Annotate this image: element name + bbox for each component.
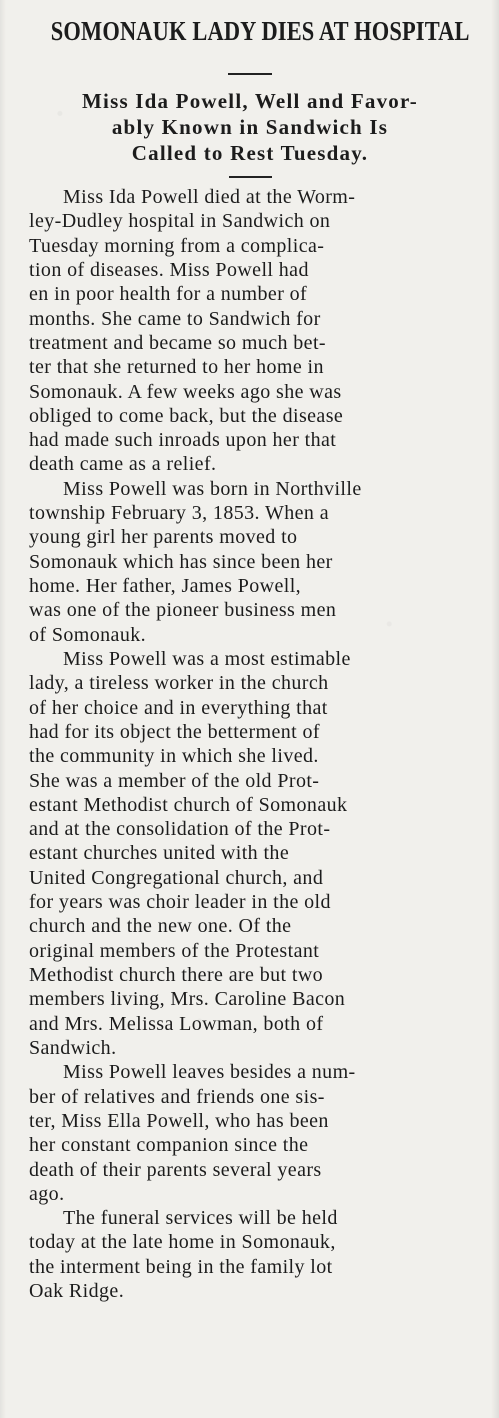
text-line: Miss Powell was a most estimable: [63, 647, 351, 670]
text-line: township February 3, 1853. When a: [29, 502, 330, 525]
text-line: had made such inroads upon her that: [29, 429, 337, 452]
paragraph-biography: [29, 477, 469, 647]
text-line: was one of the pioneer business men: [29, 599, 337, 622]
text-line: United Congregational church, and: [29, 866, 324, 889]
subheadline: [20, 88, 480, 166]
text-line: months. She came to Sandwich for: [29, 307, 321, 330]
headline-rule: [228, 73, 272, 75]
text-line: Miss Powell was born in Northville: [63, 477, 362, 500]
text-line: Somonauk. A few weeks ago she was: [29, 380, 342, 403]
text-line: home. Her father, James Powell,: [29, 575, 302, 597]
text-line: of Somonauk.: [29, 623, 147, 646]
text-line: estant Methodist church of Somonauk: [29, 793, 348, 816]
text-line: Methodist church there are but two: [29, 964, 324, 986]
text-line: en in poor health for a number of: [29, 283, 308, 306]
text-line: Tuesday morning from a complica-: [29, 234, 325, 257]
text-line: Miss Ida Powell died at the Worm-: [63, 186, 356, 208]
right-edge-shadow: [491, 0, 499, 1418]
text-line: The funeral services will be held: [63, 1207, 338, 1230]
text-line: of her choice and in everything that: [29, 696, 328, 719]
text-line: young girl her parents moved to: [29, 526, 298, 549]
subheadline-rule: [229, 176, 272, 178]
article-body: [29, 185, 469, 1303]
text-line: the interment being in the family lot: [29, 1255, 333, 1278]
subheadline-line: Miss Ida Powell, Well and Favor-: [82, 89, 418, 113]
text-line: Sandwich.: [29, 1036, 117, 1059]
text-line: had for its object the betterment of: [29, 720, 320, 743]
text-line: church and the new one. Of the: [29, 915, 292, 938]
text-line: for years was choir leader in the old: [29, 891, 331, 914]
text-line: ley-Dudley hospital in Sandwich on: [29, 210, 331, 233]
text-line: lady, a tireless worker in the church: [29, 672, 329, 695]
text-line: death of their parents several years: [29, 1158, 322, 1181]
text-line: She was a member of the old Prot-: [29, 769, 320, 792]
text-line: members living, Mrs. Caroline Bacon: [29, 988, 346, 1011]
text-line: today at the late home in Somonauk,: [29, 1231, 336, 1254]
text-line: obliged to come back, but the disease: [29, 404, 344, 427]
subheadline-line: Called to Rest Tuesday.: [131, 141, 369, 165]
text-line: death came as a relief.: [29, 453, 217, 476]
text-line: ter, Miss Ella Powell, who has been: [29, 1109, 329, 1132]
paragraph-church-work: [29, 647, 469, 1060]
paragraph-survivors: [29, 1060, 469, 1206]
left-edge-shadow: [0, 0, 6, 1418]
text-line: ter that she returned to her home in: [29, 356, 324, 379]
text-line: and at the consolidation of the Prot-: [29, 818, 331, 841]
paragraph-funeral: [29, 1206, 469, 1303]
text-line: original members of the Protestant: [29, 939, 320, 962]
headline: SOMONAUK LADY DIES AT HOSPITAL: [50, 16, 470, 46]
text-line: treatment and became so much bet-: [29, 331, 326, 354]
text-line: the community in which she lived.: [29, 745, 319, 768]
text-line: estant churches united with the: [29, 842, 290, 865]
text-line: tion of diseases. Miss Powell had: [29, 258, 309, 281]
text-line: ago.: [29, 1182, 65, 1205]
text-line: ber of relatives and friends one sis-: [29, 1085, 325, 1108]
text-line: Oak Ridge.: [29, 1280, 125, 1303]
text-line: her constant companion since the: [29, 1134, 309, 1157]
text-line: Somonauk which has since been her: [29, 550, 333, 573]
text-line: Miss Powell leaves besides a num-: [63, 1061, 356, 1084]
text-line: and Mrs. Melissa Lowman, both of: [29, 1012, 324, 1035]
paragraph-death-announcement: [29, 185, 469, 477]
subheadline-line: ably Known in Sandwich Is: [111, 115, 389, 139]
